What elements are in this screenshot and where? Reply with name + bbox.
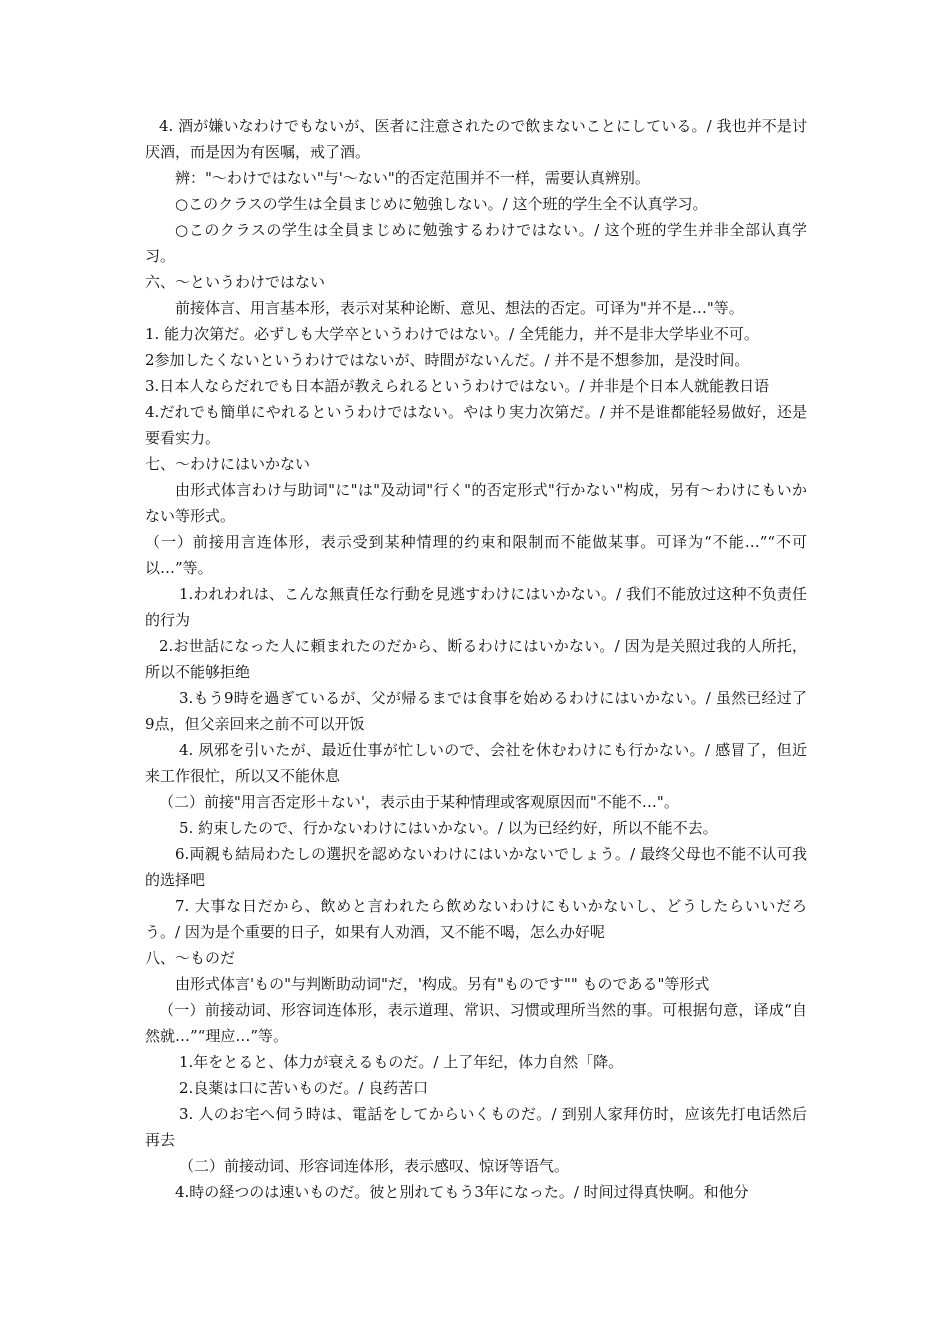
paragraph: 由形式体言わけ与助词"に"は"及动词"行く"的否定形式"行かない"构成，另有～わけにもいかない等形式。	[145, 481, 807, 525]
paragraph: 由形式体言'もの"与判断助动词"だ，'构成。另有"ものです"" ものである"等形式	[175, 975, 710, 993]
paragraph: 4. 酒が嫌いなわけでもないが、医者に注意されたので飲まないことにしている。/ 我也并不是讨厌酒，而是因为有医嘱，戒了酒。	[145, 117, 807, 161]
paragraph: （二）前接动词、形容词连体形，表示感叹、惊讶等语气。	[179, 1157, 570, 1175]
paragraph: 前接体言、用言基本形，表示对某种论断、意见、想法的否定。可译为"并不是…"等。	[175, 299, 744, 317]
paragraph: （一）前接动词、形容词连体形，表示道理、常识、习惯或理所当然的事。可根据句意，译成“自然就…”“理应…”等。	[145, 1001, 807, 1045]
paragraph: 5. 約束したので、行かないわけにはいかない。/ 以为已经约好，所以不能不去。	[179, 819, 718, 837]
paragraph: 4.時の経つのは速いものだ。彼と別れてもう3年になった。/ 时间过得真快啊。和他分	[175, 1183, 749, 1201]
paragraph: ○このクラスの学生は全員まじめに勉強するわけではない。/ 这个班的学生并非全部认真学习。	[145, 221, 807, 265]
paragraph: 4.だれでも簡単にやれるというわけではない。やはり実力次第だ。/ 并不是谁都能轻易做好，还是要看实力。	[145, 403, 807, 447]
paragraph: 辨："～わけではない"与'～ない"的否定范围并不一样，需要认真辨别。	[175, 169, 650, 187]
document-page	[145, 113, 807, 1205]
section-heading: 六、～というわけではない	[145, 273, 326, 291]
paragraph: 3. 人のお宅へ伺う時は、電話をしてからいくものだ。/ 到别人家拜仿时，应该先打电话然后再去	[145, 1105, 807, 1149]
paragraph: 4. 夙邪を引いたが、最近仕事が忙しいので、会社を休むわけにも行かない。/ 感冒了，但近来工作很忙，所以又不能休息	[145, 741, 807, 785]
section-heading: 八、～ものだ	[145, 949, 236, 967]
paragraph: 1.われわれは、こんな無責任な行動を見逃すわけにはいかない。/ 我们不能放过这种不负责任的行为	[145, 585, 807, 629]
paragraph: 2.お世話になった人に頼まれたのだから、断るわけにはいかない。/ 因为是关照过我的人所托，所以不能够拒绝	[145, 637, 807, 681]
paragraph: 7. 大事な日だから、飲めと言われたら飲めないわけにもいかないし、どうしたらいいだろう。/ 因为是个重要的日子，如果有人劝酒，又不能不喝，怎么办好呢	[145, 897, 807, 941]
paragraph: （一）前接用言连体形，表示受到某种情理的约束和限制而不能做某事。可译为“不能…”“不可以…”等。	[145, 533, 807, 577]
section-heading: 七、～わけにはいかない	[145, 455, 311, 473]
paragraph: 2.良薬は口に苦いものだ。/ 良药苦口	[179, 1079, 429, 1097]
paragraph: 1.年をとると、体力が衰えるものだ。/ 上了年纪，体力自然「降。	[179, 1053, 624, 1071]
paragraph: ○このクラスの学生は全員まじめに勉強しない。/ 这个班的学生全不认真学习。	[175, 195, 708, 213]
paragraph: 3.もう9時を過ぎているが、父が帰るまでは食事を始めるわけにはいかない。/ 虽然已经过了9点，但父亲回来之前不可以开饭	[145, 689, 807, 733]
paragraph: 1. 能力次第だ。必ずしも大学卒というわけではない。/ 全凭能力，并不是非大学毕业不可。	[145, 325, 759, 343]
paragraph: 2参加したくないというわけではないが、時間がないんだ。/ 并不是不想参加，是没时间。	[145, 351, 750, 369]
paragraph: （二）前接"用言否定形＋ない'，表示由于某种情理或客观原因而"不能不…"。	[159, 793, 679, 811]
paragraph: 3.日本人ならだれでも日本語が教えられるというわけではない。/ 并非是个日本人就能教日语	[145, 377, 770, 395]
paragraph: 6.両親も結局わたしの選択を認めないわけにはいかないでしょう。/ 最终父母也不能不认可我的选择吧	[145, 845, 807, 889]
